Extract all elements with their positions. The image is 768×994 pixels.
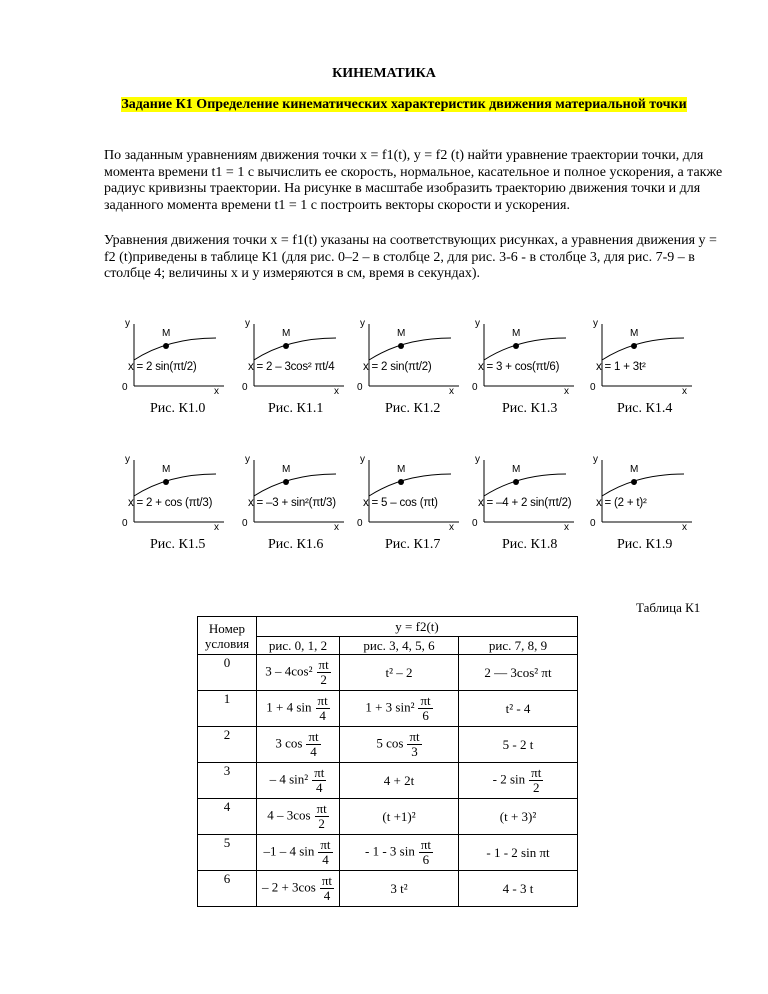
fraction-numerator: πt bbox=[531, 765, 542, 780]
figure-caption: Рис. К1.1 bbox=[268, 401, 324, 416]
trajectory-curve bbox=[484, 474, 566, 496]
fraction-numerator: πt bbox=[420, 693, 431, 708]
trajectory-plot bbox=[588, 456, 698, 528]
expression-prefix: 5 cos bbox=[376, 735, 404, 751]
table-row bbox=[198, 655, 578, 691]
table-row bbox=[198, 835, 578, 871]
y-axis-label: y bbox=[125, 454, 130, 465]
fraction-numerator: πt bbox=[308, 729, 319, 744]
x-axis-label: x bbox=[334, 522, 339, 533]
y-function-cell bbox=[257, 655, 340, 691]
trajectory-plot bbox=[470, 456, 580, 528]
origin-label: 0 bbox=[122, 382, 128, 393]
motion-equation: x = 1 + 3t² bbox=[596, 361, 646, 373]
expression-prefix: 1 + 3 sin² bbox=[365, 699, 415, 715]
point-m-label: M bbox=[630, 464, 639, 475]
fraction bbox=[320, 874, 334, 903]
figure-caption: Рис. К1.4 bbox=[617, 401, 673, 416]
trajectory-curve bbox=[484, 338, 566, 360]
point-m bbox=[513, 343, 519, 349]
expression-prefix: –1 – 4 sin bbox=[263, 843, 315, 859]
point-m-label: M bbox=[282, 464, 291, 475]
trajectory-figure bbox=[355, 454, 465, 533]
expression-prefix: – 2 + 3cos bbox=[261, 879, 316, 895]
fraction-denominator: 2 bbox=[533, 780, 540, 795]
table-row bbox=[198, 691, 578, 727]
y-axis-label: y bbox=[360, 454, 365, 465]
trajectory-plot bbox=[120, 320, 230, 392]
point-m bbox=[513, 479, 519, 485]
point-m bbox=[163, 343, 169, 349]
fraction bbox=[419, 838, 433, 867]
expression-prefix: - 2 sin bbox=[492, 771, 526, 787]
condition-number: 5 bbox=[198, 835, 257, 871]
fraction-denominator: 4 bbox=[319, 708, 326, 723]
table-row bbox=[198, 763, 578, 799]
trajectory-figure bbox=[120, 318, 230, 397]
expression-prefix: 4 – 3cos bbox=[267, 807, 311, 823]
fraction-numerator: πt bbox=[314, 765, 325, 780]
fraction-denominator: 3 bbox=[411, 744, 418, 759]
trajectory-plot bbox=[120, 456, 230, 528]
point-m bbox=[398, 343, 404, 349]
y-function-cell bbox=[340, 727, 459, 763]
trajectory-plot bbox=[355, 320, 465, 392]
y-axis-label: y bbox=[593, 454, 598, 465]
motion-equation: x = –4 + 2 sin(πt/2) bbox=[478, 497, 572, 509]
figure-caption: Рис. К1.2 bbox=[385, 401, 441, 416]
motion-equation: x = 2 sin(πt/2) bbox=[128, 361, 197, 373]
origin-label: 0 bbox=[357, 518, 363, 529]
page-title: КИНЕМАТИКА bbox=[332, 66, 436, 81]
motion-equation: x = (2 + t)² bbox=[596, 497, 647, 509]
header-col-1: рис. 0, 1, 2 bbox=[257, 637, 340, 655]
y-function-cell bbox=[257, 871, 340, 907]
trajectory-figure bbox=[355, 318, 465, 397]
trajectory-plot bbox=[355, 456, 465, 528]
fraction bbox=[407, 730, 421, 759]
condition-number: 6 bbox=[198, 871, 257, 907]
trajectory-figure bbox=[470, 454, 580, 533]
y-function-cell bbox=[340, 691, 459, 727]
motion-equation: x = 2 sin(πt/2) bbox=[363, 361, 432, 373]
fraction-denominator: 4 bbox=[323, 888, 331, 903]
expression-prefix: 3 cos bbox=[275, 735, 303, 751]
point-m-label: M bbox=[282, 328, 291, 339]
y-function-cell: t² – 2 bbox=[340, 655, 459, 691]
problem-statement: По заданным уравнениям движения точки x = f1(t), y = f2 (t) найти уравнение траектории точки, для момента времени t1 = 1 с вычислить ее скорость, нормальное, касательное и полное ускорения, а также радиус кривизны траектории. На рисунке в масштабе изобразить траекторию движения точки и для заданного момента времени t1 = 1 с построить векторы скорости и ускорения. bbox=[104, 148, 723, 213]
fraction bbox=[312, 766, 326, 795]
origin-label: 0 bbox=[472, 382, 478, 393]
fraction-denominator: 4 bbox=[322, 852, 329, 867]
trajectory-plot bbox=[240, 456, 350, 528]
y-axis-label: y bbox=[475, 318, 480, 329]
origin-label: 0 bbox=[590, 382, 596, 393]
fraction bbox=[317, 658, 331, 687]
point-m-label: M bbox=[397, 464, 406, 475]
point-m bbox=[163, 479, 169, 485]
conditions-table bbox=[197, 616, 578, 907]
expression-prefix: – 4 sin² bbox=[269, 771, 309, 787]
y-axis-label: y bbox=[245, 454, 250, 465]
origin-label: 0 bbox=[242, 382, 248, 393]
point-m bbox=[398, 479, 404, 485]
point-m-label: M bbox=[162, 328, 171, 339]
fraction bbox=[318, 838, 332, 867]
equations-note: Уравнения движения точки x = f1(t) указаны на соответствующих рисунках, а уравнения движения y = f2 (t)приведены в таблице К1 (для рис. 0–2 – в столбце 2, для рис. 3-6 - в столбце 3, для рис. 7-9 – в столбце 4; величины x и y измеряются в см, время в секундах). bbox=[104, 233, 717, 282]
x-axis-label: x bbox=[449, 522, 454, 533]
figure-caption: Рис. К1.3 bbox=[502, 401, 558, 416]
point-m bbox=[283, 343, 289, 349]
fraction-denominator: 4 bbox=[316, 780, 323, 795]
expression-prefix: 1 + 4 sin bbox=[266, 699, 312, 715]
y-function-cell: 2 — 3cos² πt bbox=[459, 655, 578, 691]
trajectory-plot bbox=[470, 320, 580, 392]
y-axis-label: y bbox=[245, 318, 250, 329]
table-caption: Таблица К1 bbox=[636, 600, 701, 615]
y-function-cell bbox=[257, 727, 340, 763]
point-m-label: M bbox=[397, 328, 406, 339]
fraction-numerator: πt bbox=[317, 693, 328, 708]
y-function-cell bbox=[257, 691, 340, 727]
table-row bbox=[198, 871, 578, 907]
trajectory-curve bbox=[602, 474, 684, 496]
trajectory-curve bbox=[369, 338, 451, 360]
fraction-denominator: 2 bbox=[318, 816, 325, 831]
origin-label: 0 bbox=[590, 518, 596, 529]
fraction-numerator: πt bbox=[320, 837, 331, 852]
expression-prefix: 3 – 4cos² bbox=[265, 663, 313, 679]
table-row bbox=[198, 799, 578, 835]
task-title bbox=[104, 96, 704, 113]
trajectory-curve bbox=[369, 474, 451, 496]
point-m bbox=[631, 479, 637, 485]
trajectory-figure bbox=[588, 454, 698, 533]
header-condition-number: Номер условия bbox=[198, 617, 257, 655]
header-col-2: рис. 3, 4, 5, 6 bbox=[340, 637, 459, 655]
point-m-label: M bbox=[162, 464, 171, 475]
fraction bbox=[418, 694, 432, 723]
origin-label: 0 bbox=[472, 518, 478, 529]
fraction-numerator: πt bbox=[409, 729, 420, 744]
x-axis-label: x bbox=[449, 386, 454, 397]
figure-caption: Рис. К1.6 bbox=[268, 537, 324, 552]
point-m-label: M bbox=[512, 464, 521, 475]
trajectory-figure bbox=[240, 454, 350, 533]
y-function-cell: 3 t² bbox=[340, 871, 459, 907]
trajectory-plot bbox=[240, 320, 350, 392]
trajectory-curve bbox=[134, 474, 216, 496]
y-function-cell bbox=[257, 763, 340, 799]
figure-caption: Рис. К1.7 bbox=[385, 537, 441, 552]
figure-caption: Рис. К1.9 bbox=[617, 537, 673, 552]
origin-label: 0 bbox=[357, 382, 363, 393]
point-m-label: M bbox=[512, 328, 521, 339]
origin-label: 0 bbox=[242, 518, 248, 529]
y-function-cell: 5 - 2 t bbox=[459, 727, 578, 763]
trajectory-figure bbox=[120, 454, 230, 533]
motion-equation: x = 3 + cos(πt/6) bbox=[478, 361, 560, 373]
fraction-numerator: πt bbox=[316, 801, 327, 816]
y-function-cell bbox=[340, 835, 459, 871]
table-row bbox=[198, 727, 578, 763]
x-axis-label: x bbox=[682, 386, 687, 397]
figure-caption: Рис. К1.0 bbox=[150, 401, 206, 416]
motion-equation: x = –3 + sin²(πt/3) bbox=[248, 497, 336, 509]
x-axis-label: x bbox=[564, 386, 569, 397]
condition-number: 1 bbox=[198, 691, 257, 727]
y-function-cell: (t +1)² bbox=[340, 799, 459, 835]
y-function-cell: t² - 4 bbox=[459, 691, 578, 727]
y-function-cell bbox=[257, 835, 340, 871]
x-axis-label: x bbox=[564, 522, 569, 533]
y-axis-label: y bbox=[125, 318, 130, 329]
trajectory-figure bbox=[588, 318, 698, 397]
fraction-denominator: 2 bbox=[320, 672, 327, 687]
trajectory-figure bbox=[470, 318, 580, 397]
point-m bbox=[631, 343, 637, 349]
fraction bbox=[316, 694, 330, 723]
condition-number: 2 bbox=[198, 727, 257, 763]
y-function-cell: (t + 3)² bbox=[459, 799, 578, 835]
trajectory-curve bbox=[254, 338, 336, 360]
motion-equation: x = 2 + cos (πt/3) bbox=[128, 497, 213, 509]
motion-equation: x = 2 – 3cos² πt/4 bbox=[248, 361, 335, 373]
y-axis-label: y bbox=[360, 318, 365, 329]
trajectory-curve bbox=[254, 474, 336, 496]
header-y-function: y = f2(t) bbox=[257, 617, 578, 637]
trajectory-curve bbox=[602, 338, 684, 360]
condition-number: 3 bbox=[198, 763, 257, 799]
expression-prefix: - 1 - 3 sin bbox=[364, 843, 415, 859]
task-title-text: Задание К1 Определение кинематических характеристик движения материальной точки bbox=[121, 97, 687, 112]
y-function-cell: 4 - 3 t bbox=[459, 871, 578, 907]
fraction-denominator: 6 bbox=[422, 852, 430, 867]
y-function-cell: - 1 - 2 sin πt bbox=[459, 835, 578, 871]
condition-number: 0 bbox=[198, 655, 257, 691]
x-axis-label: x bbox=[214, 386, 219, 397]
fraction bbox=[529, 766, 543, 795]
condition-number: 4 bbox=[198, 799, 257, 835]
y-function-cell: 4 + 2t bbox=[340, 763, 459, 799]
fraction-denominator: 4 bbox=[310, 744, 317, 759]
header-col-3: рис. 7, 8, 9 bbox=[459, 637, 578, 655]
figure-caption: Рис. К1.5 bbox=[150, 537, 206, 552]
y-axis-label: y bbox=[475, 454, 480, 465]
y-function-cell bbox=[257, 799, 340, 835]
fraction bbox=[306, 730, 320, 759]
motion-equation: x = 5 – cos (πt) bbox=[363, 497, 438, 509]
point-m-label: M bbox=[630, 328, 639, 339]
figure-caption: Рис. К1.8 bbox=[502, 537, 558, 552]
fraction-numerator: πt bbox=[420, 837, 432, 852]
x-axis-label: x bbox=[334, 386, 339, 397]
trajectory-figure bbox=[240, 318, 350, 397]
point-m bbox=[283, 479, 289, 485]
y-axis-label: y bbox=[593, 318, 598, 329]
trajectory-plot bbox=[588, 320, 698, 392]
x-axis-label: x bbox=[214, 522, 219, 533]
trajectory-curve bbox=[134, 338, 216, 360]
y-function-cell bbox=[459, 763, 578, 799]
x-axis-label: x bbox=[682, 522, 687, 533]
origin-label: 0 bbox=[122, 518, 128, 529]
fraction bbox=[315, 802, 329, 831]
fraction-numerator: πt bbox=[321, 873, 333, 888]
fraction-denominator: 6 bbox=[422, 708, 429, 723]
fraction-numerator: πt bbox=[318, 657, 329, 672]
